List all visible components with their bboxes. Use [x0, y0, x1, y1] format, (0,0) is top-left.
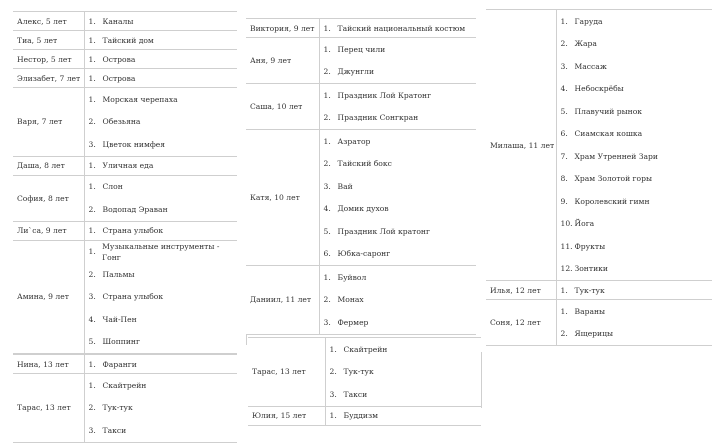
list-item: [320, 84, 477, 107]
table-row: [486, 300, 712, 346]
table-row: [13, 50, 237, 69]
item-text: Буддизм: [343, 411, 379, 420]
table-row: [486, 10, 712, 281]
item-text: Страна улыбок: [102, 226, 164, 235]
item-text: Зонтики: [574, 264, 608, 274]
item-number: 1.: [88, 182, 96, 192]
items-cell: [84, 221, 237, 240]
item-number: 1.: [323, 272, 331, 282]
item-text: Вараны: [574, 306, 606, 316]
item-number: 1.: [329, 411, 337, 420]
divider: [246, 335, 247, 345]
item-number: 2.: [88, 204, 96, 214]
item-number: 2.: [323, 67, 331, 77]
list-item: [85, 88, 238, 111]
item-text: Каналы: [102, 16, 134, 26]
item-number: 1.: [560, 306, 568, 316]
item-text: Жара: [574, 39, 597, 49]
item-number: 1.: [323, 90, 331, 100]
item-number: 3.: [88, 292, 96, 302]
item-number: 1.: [88, 73, 96, 83]
list-item: [557, 123, 713, 146]
child-name-cell: Даша, 8 лет: [13, 156, 84, 175]
table-row: [248, 338, 481, 407]
table-row: [13, 31, 237, 50]
item-text: Йога: [574, 219, 595, 229]
item-number: 1.: [323, 44, 331, 54]
items-cell: [556, 300, 712, 346]
items-cell: [84, 156, 237, 175]
list-item: [557, 100, 713, 123]
list-item: [557, 145, 713, 168]
child-name-cell: Аня, 9 лет: [246, 38, 319, 84]
item-number: 10.: [560, 219, 573, 229]
item-text: Массаж: [574, 61, 607, 71]
table-row: [13, 12, 237, 31]
child-name-cell: Амина, 9 лет: [13, 240, 84, 354]
list-item: [557, 258, 713, 281]
item-text: Храм Золотой горы: [574, 174, 653, 184]
item-text: Шоппинг: [102, 337, 140, 347]
items-cell: [84, 50, 237, 69]
item-number: 1.: [88, 94, 96, 104]
child-name-cell: Милаша, 11 лет: [486, 10, 556, 281]
list-item: [320, 220, 477, 243]
list-item: [557, 78, 713, 101]
item-number: 5.: [323, 226, 331, 236]
list-item: [557, 168, 713, 191]
item-number: 2.: [323, 295, 331, 305]
item-text: Фрукты: [574, 241, 606, 251]
table-block-5: [248, 343, 481, 430]
item-number: 2.: [88, 117, 96, 127]
item-number: 1.: [323, 136, 331, 146]
item-text: Тук-тук: [102, 403, 133, 413]
item-text: Такси: [102, 425, 127, 435]
table-row: [13, 240, 237, 354]
item-number: 1.: [560, 285, 568, 295]
child-name-cell: Нестор, 5 лет: [13, 50, 84, 69]
table-row: [248, 406, 481, 425]
list-item: [85, 176, 238, 199]
item-text: Храм Утренней Зари: [574, 151, 658, 161]
item-text: Тук-тук: [343, 367, 374, 377]
item-number: 6.: [560, 129, 568, 139]
item-text: Монах: [337, 295, 364, 305]
child-name-cell: Ли`са, 9 лет: [13, 221, 84, 240]
table-block-4: [13, 354, 237, 438]
list-item: [85, 50, 238, 68]
divider: [481, 352, 482, 408]
table-row: [246, 19, 476, 38]
items-cell: [84, 69, 237, 88]
table-block-3: [486, 9, 712, 339]
items-cell: [84, 12, 237, 31]
items-cell: [319, 19, 476, 38]
items-cell: [84, 355, 237, 374]
list-item: [85, 241, 238, 264]
list-item: [320, 107, 477, 130]
child-name-cell: Виктория, 9 лет: [246, 19, 319, 38]
table-row: [13, 221, 237, 240]
list-item: [320, 289, 477, 312]
list-item: [326, 383, 482, 406]
list-item: [85, 12, 238, 30]
list-item: [85, 31, 238, 49]
item-text: Тайский бокс: [337, 159, 392, 169]
list-item: [85, 111, 238, 134]
items-cell: [325, 338, 481, 407]
item-number: 2.: [329, 367, 337, 377]
item-number: 2.: [88, 269, 96, 279]
list-item: [557, 10, 713, 33]
table-block-2: [246, 18, 476, 335]
item-text: Фермер: [337, 317, 369, 327]
list-item: [320, 19, 477, 37]
child-name-cell: Катя, 10 лет: [246, 130, 319, 266]
item-number: 8.: [560, 174, 568, 184]
item-number: 12.: [560, 264, 573, 274]
list-item: [557, 281, 713, 299]
children-table: [13, 354, 237, 443]
item-number: 4.: [323, 204, 331, 214]
child-name-cell: Соня, 12 лет: [486, 300, 556, 346]
table-row: [486, 281, 712, 300]
list-item: [557, 213, 713, 236]
table-row: [246, 266, 476, 335]
item-text: Ящерицы: [574, 329, 614, 339]
item-text: Праздник Лой кратонг: [337, 226, 430, 236]
item-number: 3.: [329, 389, 337, 399]
item-number: 1.: [88, 247, 96, 257]
list-item: [85, 263, 238, 286]
items-cell: [84, 240, 237, 354]
item-text: Острова: [102, 54, 136, 64]
children-table: [248, 337, 481, 426]
child-name-cell: Элизабет, 7 лет: [13, 69, 84, 88]
list-item: [326, 361, 482, 384]
item-text: Слон: [102, 182, 123, 192]
list-item: [85, 397, 238, 420]
items-cell: [319, 266, 476, 335]
item-text: Королевский гимн: [574, 196, 650, 206]
table-row: [246, 38, 476, 84]
list-item: [557, 300, 713, 323]
item-number: 9.: [560, 196, 568, 206]
item-number: 4.: [560, 84, 568, 94]
item-text: Фаранги: [102, 359, 137, 369]
item-text: Праздник Лой Кратонг: [337, 90, 432, 100]
items-cell: [319, 84, 476, 130]
child-name-cell: Тиа, 5 лет: [13, 31, 84, 50]
items-cell: [556, 10, 712, 281]
item-number: 2.: [323, 159, 331, 169]
item-text: Уличная еда: [102, 161, 154, 170]
list-item: [557, 323, 713, 346]
child-name-cell: София, 8 лет: [13, 175, 84, 221]
items-cell: [325, 406, 481, 425]
item-text: Водопад Эраван: [102, 204, 168, 214]
child-name-cell: Нина, 13 лет: [13, 355, 84, 374]
list-item: [326, 338, 482, 361]
item-text: Гаруда: [574, 16, 603, 26]
item-text: Такси: [343, 389, 368, 399]
item-number: 11.: [560, 241, 573, 251]
table-row: [246, 130, 476, 266]
list-item: [85, 222, 238, 240]
table-row: [13, 88, 237, 157]
item-text: Юбка-саронг: [337, 249, 391, 259]
item-text: Буйвол: [337, 272, 367, 282]
table-block-1: [13, 11, 237, 347]
item-text: Чай-Пен: [102, 314, 137, 324]
item-text: Плавучий рынок: [574, 106, 643, 116]
child-name-cell: Тарас, 13 лет: [13, 374, 84, 443]
item-number: 3.: [88, 139, 96, 149]
item-text: Джунгли: [337, 67, 375, 77]
list-item: [320, 175, 477, 198]
item-text: Обезьяна: [102, 117, 141, 127]
child-name-cell: Варя, 7 лет: [13, 88, 84, 157]
item-number: 2.: [560, 39, 568, 49]
item-number: 1.: [88, 380, 96, 390]
list-item: [85, 133, 238, 156]
list-item: [320, 311, 477, 334]
item-number: 1.: [88, 35, 96, 45]
item-number: 1.: [560, 16, 568, 26]
item-text: Тайский дом: [102, 35, 154, 45]
items-cell: [319, 38, 476, 84]
table-row: [13, 156, 237, 175]
items-cell: [319, 130, 476, 266]
child-name-cell: Саша, 10 лет: [246, 84, 319, 130]
child-name-cell: Тарас, 13 лет: [248, 338, 325, 407]
item-text: Скайтрейн: [102, 380, 147, 390]
table-row: [13, 355, 237, 374]
list-item: [320, 153, 477, 176]
item-text: Тук-тук: [574, 285, 605, 295]
list-item: [85, 374, 238, 397]
item-text: Музыкальные инструменты - Гонг: [102, 241, 220, 262]
child-name-cell: Юлия, 15 лет: [248, 406, 325, 425]
item-text: Вай: [337, 181, 353, 191]
item-text: Цветок нимфея: [102, 139, 166, 149]
item-number: 2.: [88, 403, 96, 413]
item-number: 1.: [88, 54, 96, 64]
item-number: 1.: [323, 23, 331, 33]
list-item: [320, 198, 477, 221]
item-text: Домик духов: [337, 204, 389, 214]
list-item: [85, 198, 238, 221]
list-item: [557, 55, 713, 78]
item-number: 1.: [88, 226, 96, 235]
item-number: 1.: [88, 16, 96, 26]
item-number: 3.: [323, 317, 331, 327]
list-item: [320, 130, 477, 153]
item-number: 2.: [560, 329, 568, 339]
list-item: [320, 38, 477, 61]
child-name-cell: Даниил, 11 лет: [246, 266, 319, 335]
item-number: 4.: [88, 314, 96, 324]
list-item: [326, 407, 482, 425]
list-item: [557, 33, 713, 56]
items-cell: [84, 175, 237, 221]
items-cell: [84, 88, 237, 157]
list-item: [85, 69, 238, 87]
item-number: 3.: [323, 181, 331, 191]
item-number: 5.: [560, 106, 568, 116]
child-name-cell: Илья, 12 лет: [486, 281, 556, 300]
list-item: [320, 243, 477, 266]
item-text: Скайтрейн: [343, 344, 388, 354]
list-item: [85, 419, 238, 442]
list-item: [320, 266, 477, 289]
item-text: Пальмы: [102, 269, 135, 279]
item-text: Азратор: [337, 136, 371, 146]
list-item: [85, 308, 238, 331]
item-text: Морская черепаха: [102, 94, 178, 104]
items-cell: [556, 281, 712, 300]
items-cell: [84, 374, 237, 443]
item-number: 5.: [88, 337, 96, 347]
item-text: Небоскрёбы: [574, 84, 624, 94]
list-item: [557, 190, 713, 213]
list-item: [85, 157, 238, 175]
item-number: 6.: [323, 249, 331, 259]
item-number: 2.: [323, 113, 331, 123]
item-text: Тайский национальный костюм: [337, 23, 466, 33]
table-row: [13, 374, 237, 443]
item-number: 1.: [329, 344, 337, 354]
item-text: Острова: [102, 73, 136, 83]
item-text: Праздник Сонгкран: [337, 113, 419, 123]
item-number: 3.: [560, 61, 568, 71]
item-number: 7.: [560, 151, 568, 161]
list-item: [85, 286, 238, 309]
table-row: [13, 175, 237, 221]
item-number: 3.: [88, 425, 96, 435]
children-table: [13, 11, 237, 354]
item-text: Перец чили: [337, 44, 386, 54]
children-table: [486, 9, 712, 346]
list-item: [85, 331, 238, 354]
item-text: Сиамская кошка: [574, 129, 643, 139]
item-number: 1.: [88, 359, 96, 369]
items-cell: [84, 31, 237, 50]
table-row: [246, 84, 476, 130]
list-item: [557, 235, 713, 258]
item-text: Страна улыбок: [102, 292, 164, 302]
item-number: 1.: [88, 161, 96, 170]
children-table: [246, 18, 476, 335]
child-name-cell: Алекс, 5 лет: [13, 12, 84, 31]
list-item: [320, 61, 477, 84]
table-row: [13, 69, 237, 88]
list-item: [85, 355, 238, 373]
